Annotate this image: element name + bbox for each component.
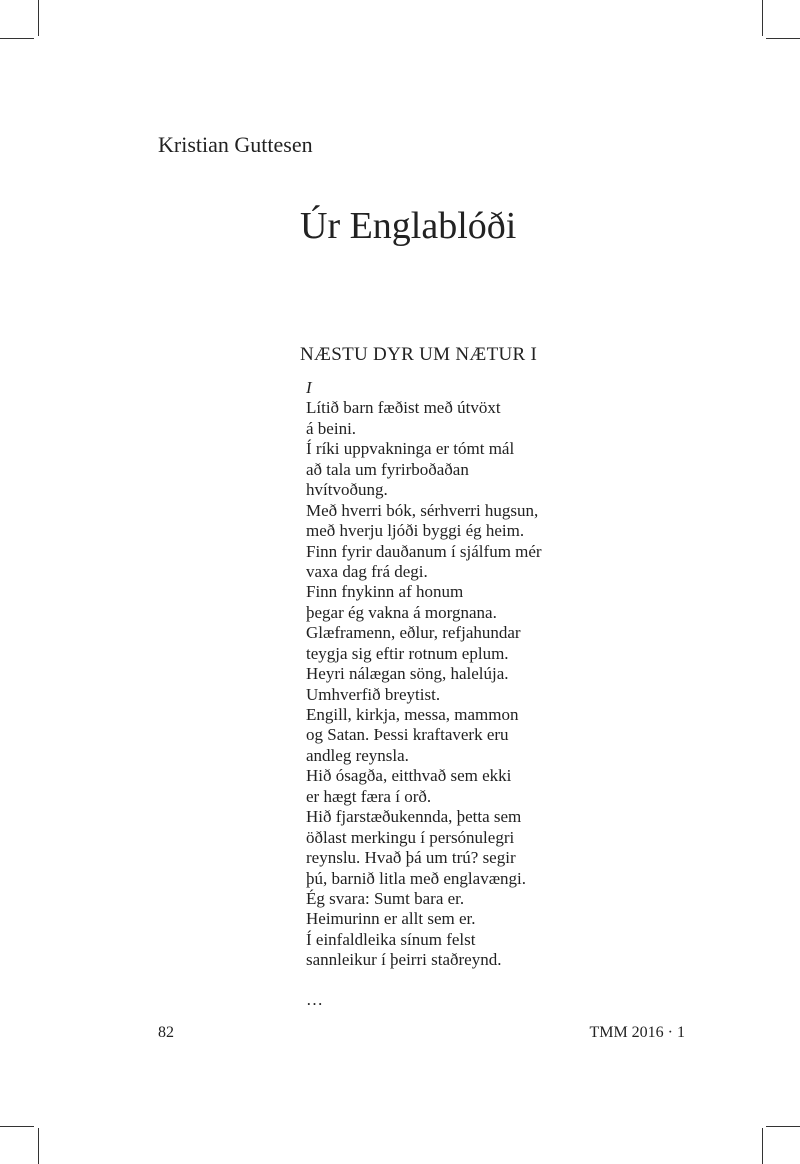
poem-line: Finn fyrir dauðanum í sjálfum mér [306,541,542,561]
poem-ellipsis: … [306,990,323,1009]
poem-line: Umhverfið breytist. [306,684,441,704]
crop-mark-top-left-horizontal [0,38,34,39]
poem-line: sannleikur í þeirri staðreynd. [306,950,502,970]
crop-mark-top-right-horizontal [766,38,800,39]
poem-line: andleg reynsla. [306,745,409,765]
poem-line: er hægt færa í orð. [306,786,432,806]
poem-line: vaxa dag frá degi. [306,561,428,581]
poem-line: Glæframenn, eðlur, refjahundar [306,623,521,643]
poem-line: Í einfaldleika sínum felst [306,929,476,949]
author-name: Kristian Guttesen [158,132,313,157]
poem-line: Með hverri bók, sérhverri hugsun, [306,500,539,520]
poem-line: Hið fjarstæðukennda, þetta sem [306,807,522,827]
journal-issue: TMM 2016 · 1 [589,1024,685,1041]
poem-line: Í ríki uppvakninga er tómt mál [306,439,515,459]
poem-line: og Satan. Þessi kraftaverk eru [306,725,509,745]
poem-line: á beini. [306,418,357,438]
poem-line: Heyri nálægan söng, halelúja. [306,664,509,684]
crop-mark-bottom-left-horizontal [0,1126,34,1127]
page-number: 82 [158,1024,174,1041]
poem-line: teygja sig eftir rotnum eplum. [306,643,509,663]
poem-line: Heimurinn er allt sem er. [306,909,476,929]
poem-collection-title: Úr Englablóði [300,205,517,247]
poem-title: NÆSTU DYR UM NÆTUR I [300,344,538,365]
crop-mark-bottom-right-vertical [762,1128,763,1164]
poem-line: Engill, kirkja, messa, mammon [306,705,519,724]
poem-body [306,378,542,971]
crop-mark-top-left-vertical [38,0,39,36]
poem-line: Ég svara: Sumt bara er. [306,888,465,908]
poem-line: Lítið barn fæðist með útvöxt [306,398,501,418]
poem-line: öðlast merkingu í persónulegri [306,827,515,847]
crop-mark-top-right-vertical [762,0,763,36]
poem-line: reynslu. Hvað þá um trú? segir [306,848,516,868]
poem-line: þegar ég vakna á morgnana. [306,602,497,622]
poem-line: Hið ósagða, eitthvað sem ekki [306,766,512,786]
poem-section-numeral: I [306,378,312,397]
crop-mark-bottom-right-horizontal [766,1126,800,1127]
poem-line: að tala um fyrirboðaðan [306,459,469,479]
poem-line: hvítvoðung. [306,480,388,500]
poem-line: Finn fnykinn af honum [306,582,464,602]
poem-line: með hverju ljóði byggi ég heim. [306,521,525,541]
poem-line: þú, barnið litla með englavængi. [306,868,527,888]
crop-mark-bottom-left-vertical [38,1128,39,1164]
